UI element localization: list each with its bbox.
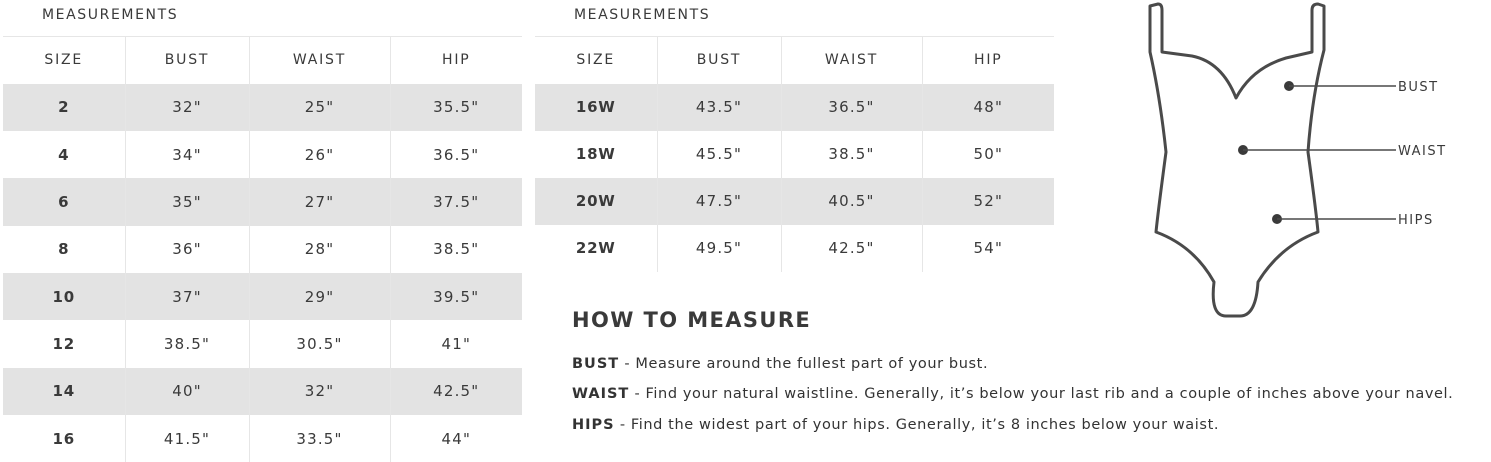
hip-cell: 39.5" — [390, 273, 522, 320]
hip-cell: 44" — [390, 415, 522, 462]
hip-cell: 50" — [922, 131, 1054, 178]
bust-cell: 37" — [125, 273, 249, 320]
waist-cell: 42.5" — [781, 225, 922, 272]
waist-cell: 29" — [249, 273, 390, 320]
hips-instruction: - Find the widest part of your hips. Generally, it’s 8 inches below your waist. — [614, 417, 1220, 433]
table-row — [3, 368, 522, 415]
size-cell: 16 — [52, 429, 75, 448]
size-cell: 6 — [3, 178, 125, 225]
how-to-bust — [572, 356, 988, 372]
header-bust: BUST — [657, 37, 781, 84]
bust-cell: 32" — [125, 84, 249, 131]
hips-label: HIPS — [1398, 213, 1434, 228]
waist-term: WAIST — [572, 386, 630, 402]
hip-cell: 54" — [922, 225, 1054, 272]
how-to-waist — [572, 386, 1453, 402]
right-table-title: MEASUREMENTS — [574, 7, 711, 23]
waist-cell: 36.5" — [781, 84, 922, 131]
left-table-title: MEASUREMENTS — [42, 7, 179, 23]
hip-cell: 48" — [922, 84, 1054, 131]
table-row — [3, 84, 522, 131]
header-hip: HIP — [922, 37, 1054, 84]
swimsuit-outline — [1150, 4, 1324, 316]
size-table-standard — [3, 36, 522, 462]
header-size: SIZE — [44, 52, 84, 69]
table-header-row — [3, 37, 522, 84]
waist-cell: 26" — [249, 131, 390, 178]
table-header-row — [535, 37, 1054, 84]
header-bust: BUST — [125, 37, 249, 84]
swimsuit-measurement-diagram — [1130, 0, 1491, 320]
size-cell: 22W — [575, 239, 616, 257]
bust-cell: 43.5" — [657, 84, 781, 131]
size-cell: 18W — [575, 145, 616, 163]
waist-cell: 30.5" — [249, 320, 390, 367]
table-row — [535, 131, 1054, 178]
how-to-hips — [572, 417, 1219, 433]
table-row — [535, 178, 1054, 225]
table-row — [3, 226, 522, 273]
header-hip: HIP — [390, 37, 522, 84]
header-size: SIZE — [576, 52, 616, 69]
waist-cell: 38.5" — [781, 131, 922, 178]
hip-cell: 36.5" — [390, 131, 522, 178]
waist-instruction: - Find your natural waistline. Generally, it’s below your last rib and a couple of inches above your navel. — [629, 386, 1454, 402]
bust-cell: 38.5" — [125, 320, 249, 367]
hip-cell: 52" — [922, 178, 1054, 225]
size-cell: 2 — [3, 84, 125, 131]
table-row — [535, 225, 1054, 272]
table-row — [3, 178, 522, 225]
bust-cell: 45.5" — [657, 131, 781, 178]
bust-label: BUST — [1398, 80, 1439, 95]
bust-instruction: - Measure around the fullest part of your bust. — [619, 356, 989, 372]
size-cell: 10 — [3, 273, 125, 320]
waist-cell: 28" — [249, 226, 390, 273]
how-to-measure-title: HOW TO MEASURE — [572, 308, 812, 332]
header-waist: WAIST — [249, 37, 390, 84]
bust-cell: 47.5" — [657, 178, 781, 225]
waist-label: WAIST — [1398, 144, 1447, 159]
hip-cell: 37.5" — [390, 178, 522, 225]
size-cell: 4 — [58, 145, 70, 164]
bust-cell: 34" — [125, 131, 249, 178]
size-cell: 14 — [3, 368, 125, 415]
waist-cell: 32" — [249, 368, 390, 415]
bust-cell: 49.5" — [657, 225, 781, 272]
bust-cell: 40" — [125, 368, 249, 415]
size-cell: 8 — [58, 240, 70, 259]
waist-cell: 27" — [249, 178, 390, 225]
hip-cell: 38.5" — [390, 226, 522, 273]
waist-cell: 33.5" — [249, 415, 390, 462]
hips-term: HIPS — [572, 417, 615, 433]
hip-cell: 42.5" — [390, 368, 522, 415]
hip-cell: 41" — [390, 320, 522, 367]
bust-cell: 35" — [125, 178, 249, 225]
table-row — [535, 84, 1054, 131]
bust-cell: 41.5" — [125, 415, 249, 462]
size-cell: 20W — [535, 178, 657, 225]
table-row — [3, 415, 522, 462]
header-waist: WAIST — [781, 37, 922, 84]
waist-cell: 25" — [249, 84, 390, 131]
size-cell: 12 — [52, 334, 75, 353]
table-row — [3, 273, 522, 320]
waist-cell: 40.5" — [781, 178, 922, 225]
hip-cell: 35.5" — [390, 84, 522, 131]
size-cell: 16W — [535, 84, 657, 131]
bust-term: BUST — [572, 356, 620, 372]
table-row — [3, 320, 522, 367]
table-row — [3, 131, 522, 178]
bust-cell: 36" — [125, 226, 249, 273]
size-table-plus — [535, 36, 1054, 272]
